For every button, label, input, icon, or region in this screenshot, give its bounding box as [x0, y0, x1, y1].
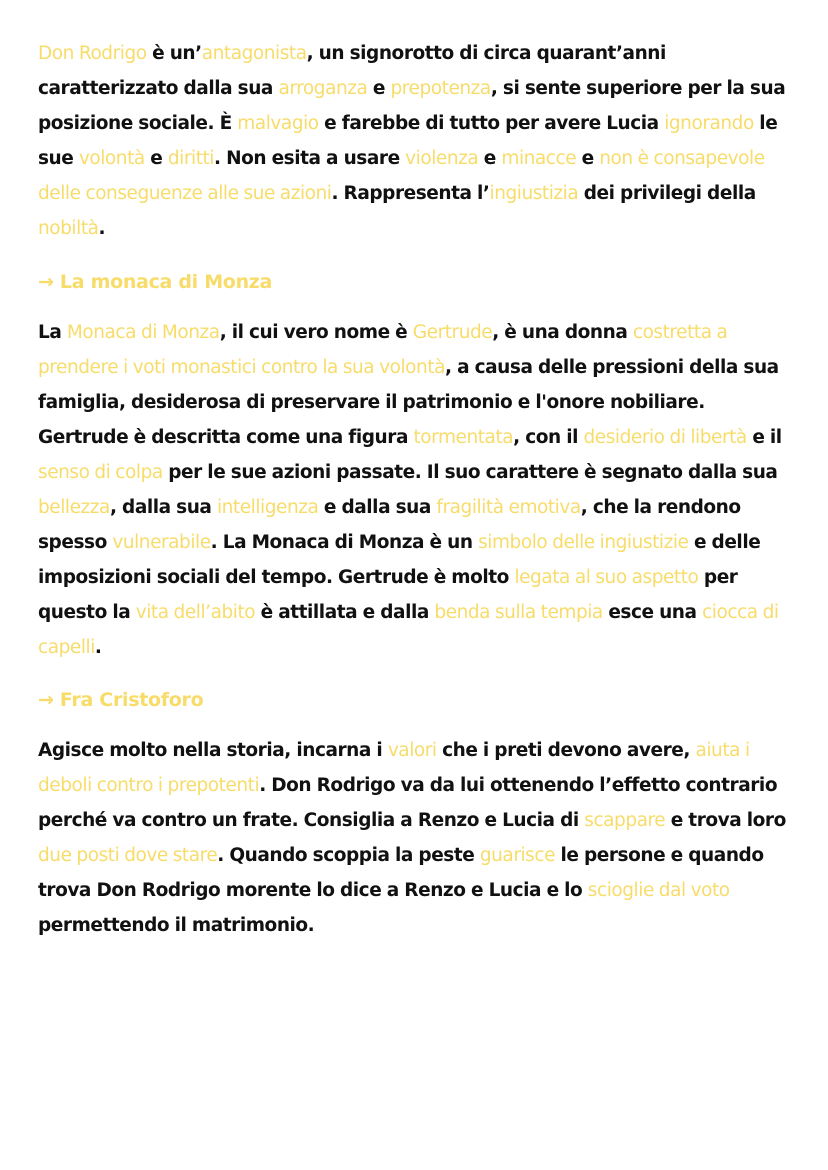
- notes-page: [38, 36, 790, 943]
- highlighted-term: valori: [387, 740, 437, 761]
- highlighted-term: aiuta i deboli contro i prepotenti: [38, 740, 750, 796]
- highlighted-term: bellezza: [38, 497, 110, 518]
- highlighted-term: antagonista: [201, 43, 307, 64]
- highlighted-term: Gertrude: [412, 322, 493, 343]
- highlighted-term: non è consapevole delle conseguenze alle sue azioni: [38, 148, 765, 204]
- text-run: permettendo il matrimonio.: [38, 915, 315, 936]
- highlighted-term: scappare: [584, 810, 666, 831]
- text-run: e dalla sua: [318, 497, 437, 518]
- text-run: La: [38, 322, 67, 343]
- highlighted-term: due posti dove stare: [38, 845, 218, 866]
- text-run: , con il: [513, 427, 584, 448]
- paragraph-don-rodrigo: [38, 36, 790, 246]
- highlighted-term: costretta a prendere i voti monastici contro la sua volontà: [38, 322, 728, 378]
- highlighted-term: intelligenza: [216, 497, 319, 518]
- highlighted-term: minacce: [501, 148, 577, 169]
- highlighted-term: guarisce: [479, 845, 556, 866]
- text-run: , il cui vero nome è: [219, 322, 413, 343]
- highlighted-term: scioglie dal voto: [587, 880, 730, 901]
- paragraph-monaca-di-monza: [38, 315, 790, 665]
- text-run: Agisce molto nella storia, incarna i: [38, 740, 388, 761]
- text-run: , dalla sua: [109, 497, 217, 518]
- text-run: le sue: [38, 113, 778, 169]
- text-run: . Non esita a usare: [214, 148, 406, 169]
- highlighted-term: ignorando: [664, 113, 754, 134]
- text-run: per questo la: [38, 567, 738, 623]
- highlighted-term: simbolo delle ingiustizie: [478, 532, 689, 553]
- highlighted-term: fragilità emotiva: [436, 497, 581, 518]
- highlighted-term: tormentata: [413, 427, 514, 448]
- text-run: esce una: [602, 602, 703, 623]
- text-run: che i preti devono avere,: [436, 740, 696, 761]
- heading-fra-cristoforo: → Fra Cristoforo: [38, 689, 204, 711]
- text-run: .: [98, 218, 106, 239]
- highlighted-term: benda sulla tempia: [434, 602, 603, 623]
- text-run: . La Monaca di Monza è un: [210, 532, 479, 553]
- text-run: e trova loro: [665, 810, 786, 831]
- highlighted-term: Monaca di Monza: [66, 322, 220, 343]
- text-run: per le sue azioni passate. Il suo carattere è segnato dalla sua: [162, 462, 778, 483]
- paragraph-fra-cristoforo: [38, 733, 790, 943]
- highlighted-term: diritti: [167, 148, 215, 169]
- text-run: e delle imposizioni sociali del tempo. Gertrude è molto: [38, 532, 761, 588]
- text-run: dei privilegi della: [578, 183, 756, 204]
- text-run: , a causa delle pressioni della sua famiglia, desiderosa di preservare il patrimonio e l'onore nobiliare. Gertrude è descritta come una figura: [38, 357, 779, 448]
- text-run: . Don Rodrigo va da lui ottenendo l’effetto contrario perché va contro un frate. Consiglia a Renzo e Lucia di: [38, 775, 778, 831]
- highlighted-term: senso di colpa: [38, 462, 163, 483]
- highlighted-term: malvagio: [237, 113, 319, 134]
- text-run: è attillata e dalla: [255, 602, 435, 623]
- text-run: e: [144, 148, 168, 169]
- text-run: e: [576, 148, 600, 169]
- highlighted-term: nobiltà: [38, 218, 99, 239]
- text-run: e farebbe di tutto per avere Lucia: [318, 113, 665, 134]
- highlighted-term: volontà: [78, 148, 145, 169]
- text-run: le persone e quando trova Don Rodrigo morente lo dice a Renzo e Lucia e lo: [38, 845, 764, 901]
- text-run: , un signorotto di circa quarant’anni caratterizzato dalla sua: [38, 43, 666, 99]
- text-run: e il: [746, 427, 782, 448]
- text-run: . Quando scoppia la peste: [217, 845, 480, 866]
- heading-monaca-di-monza: → La monaca di Monza: [38, 271, 273, 293]
- highlighted-term: legata al suo aspetto: [514, 567, 699, 588]
- text-run: . Rappresenta l’: [331, 183, 490, 204]
- highlighted-term: ciocca di capelli: [38, 602, 779, 658]
- highlighted-term: desiderio di libertà: [583, 427, 747, 448]
- highlighted-term: ingiustizia: [489, 183, 579, 204]
- text-run: e: [367, 78, 391, 99]
- highlighted-term: vita dell’abito: [135, 602, 256, 623]
- highlighted-term: prepotenza: [390, 78, 491, 99]
- highlighted-term: vulnerabile: [112, 532, 211, 553]
- text-run: , che la rendono spesso: [38, 497, 741, 553]
- highlighted-term: arroganza: [278, 78, 368, 99]
- highlighted-term: violenza: [405, 148, 479, 169]
- text-run: è un’: [146, 43, 202, 64]
- highlighted-term: Don Rodrigo: [38, 43, 147, 64]
- text-run: .: [94, 637, 102, 658]
- text-run: , si sente superiore per la sua posizione sociale. È: [38, 78, 786, 134]
- text-run: , è una donna: [492, 322, 633, 343]
- text-run: e: [478, 148, 502, 169]
